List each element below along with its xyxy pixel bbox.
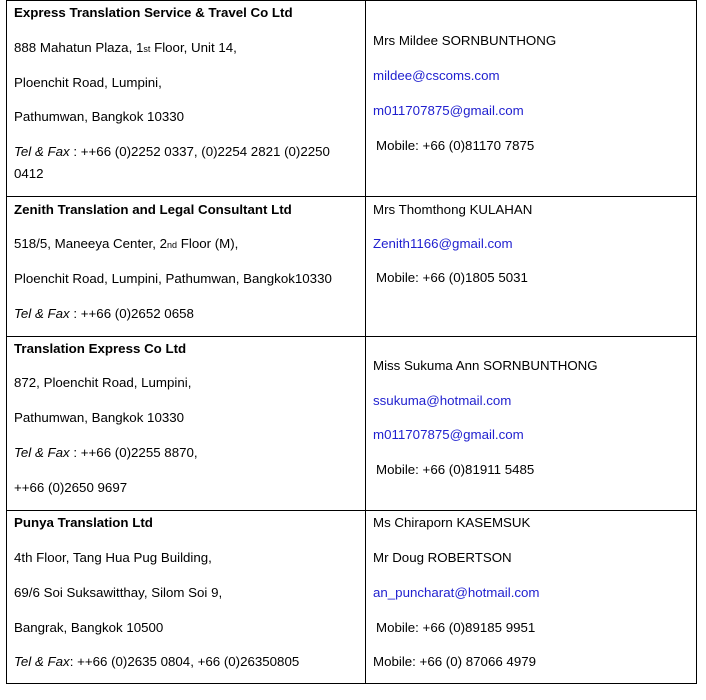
contact-email-link[interactable]: m011707875@gmail.com [373, 427, 524, 442]
agency-name: Translation Express Co Ltd [14, 341, 187, 356]
contact-email-link[interactable]: an_puncharat@hotmail.com [373, 585, 540, 600]
agency-tel-fax: Tel & Fax : ++66 (0)2255 8870, [14, 445, 198, 460]
contact-cell [366, 197, 697, 337]
contact-mobile: Mobile: +66 (0)89185 9951 [376, 620, 536, 635]
table-row [7, 511, 697, 684]
agency-tel-fax: Tel & Fax : ++66 (0)2252 0337, (0)2254 2821 (0)2250 [14, 144, 330, 159]
agency-cell [7, 1, 366, 197]
agency-address-line: Bangrak, Bangkok 10500 [14, 620, 164, 635]
contact-email-link[interactable]: m011707875@gmail.com [373, 103, 524, 118]
agency-tel-fax-continued: 0412 [14, 166, 44, 181]
contact-mobile: Mobile: +66 (0)1805 5031 [376, 270, 528, 285]
agency-address-line: 518/5, Maneeya Center, 2nd Floor (M), [14, 236, 239, 251]
agency-address-line: Ploenchit Road, Lumpini, [14, 75, 162, 90]
contact-person: Mrs Mildee SORNBUNTHONG [373, 33, 557, 48]
translation-agencies-table [6, 0, 697, 684]
contact-person: Mr Doug ROBERTSON [373, 550, 512, 565]
agency-address-line: 888 Mahatun Plaza, 1st Floor, Unit 14, [14, 40, 237, 55]
table-row [7, 1, 697, 197]
agency-address-line: Ploenchit Road, Lumpini, Pathumwan, Bangkok10330 [14, 271, 332, 286]
agency-name: Punya Translation Ltd [14, 515, 153, 530]
contact-person: Mrs Thomthong KULAHAN [373, 202, 533, 217]
contact-cell [366, 1, 697, 197]
agency-address-line: 872, Ploenchit Road, Lumpini, [14, 375, 192, 390]
contact-cell [366, 337, 697, 511]
agency-name: Express Translation Service & Travel Co Ltd [14, 5, 293, 20]
contact-mobile: Mobile: +66 (0) 87066 4979 [373, 654, 537, 669]
contact-mobile: Mobile: +66 (0)81170 7875 [376, 138, 535, 153]
agency-address-line: 69/6 Soi Suksawitthay, Silom Soi 9, [14, 585, 223, 600]
agency-tel-fax: Tel & Fax: ++66 (0)2635 0804, +66 (0)26350805 [14, 654, 300, 669]
contact-person: Ms Chiraporn KASEMSUK [373, 515, 531, 530]
contact-person: Miss Sukuma Ann SORNBUNTHONG [373, 358, 598, 373]
contact-email-link[interactable]: Zenith1166@gmail.com [373, 236, 513, 251]
table-row [7, 197, 697, 337]
contact-mobile: Mobile: +66 (0)81911 5485 [376, 462, 535, 477]
contact-email-link[interactable]: ssukuma@hotmail.com [373, 393, 512, 408]
agency-cell [7, 337, 366, 511]
agency-tel-fax: Tel & Fax : ++66 (0)2652 0658 [14, 306, 194, 321]
table-row [7, 337, 697, 511]
agency-cell [7, 197, 366, 337]
agency-tel-fax-continued: ++66 (0)2650 9697 [14, 480, 128, 495]
agency-cell [7, 511, 366, 684]
contact-email-link[interactable]: mildee@cscoms.com [373, 68, 500, 83]
agency-address-line: Pathumwan, Bangkok 10330 [14, 109, 185, 124]
agency-name: Zenith Translation and Legal Consultant Ltd [14, 202, 292, 217]
agency-address-line: Pathumwan, Bangkok 10330 [14, 410, 185, 425]
agency-address-line: 4th Floor, Tang Hua Pug Building, [14, 550, 212, 565]
contact-cell [366, 511, 697, 684]
